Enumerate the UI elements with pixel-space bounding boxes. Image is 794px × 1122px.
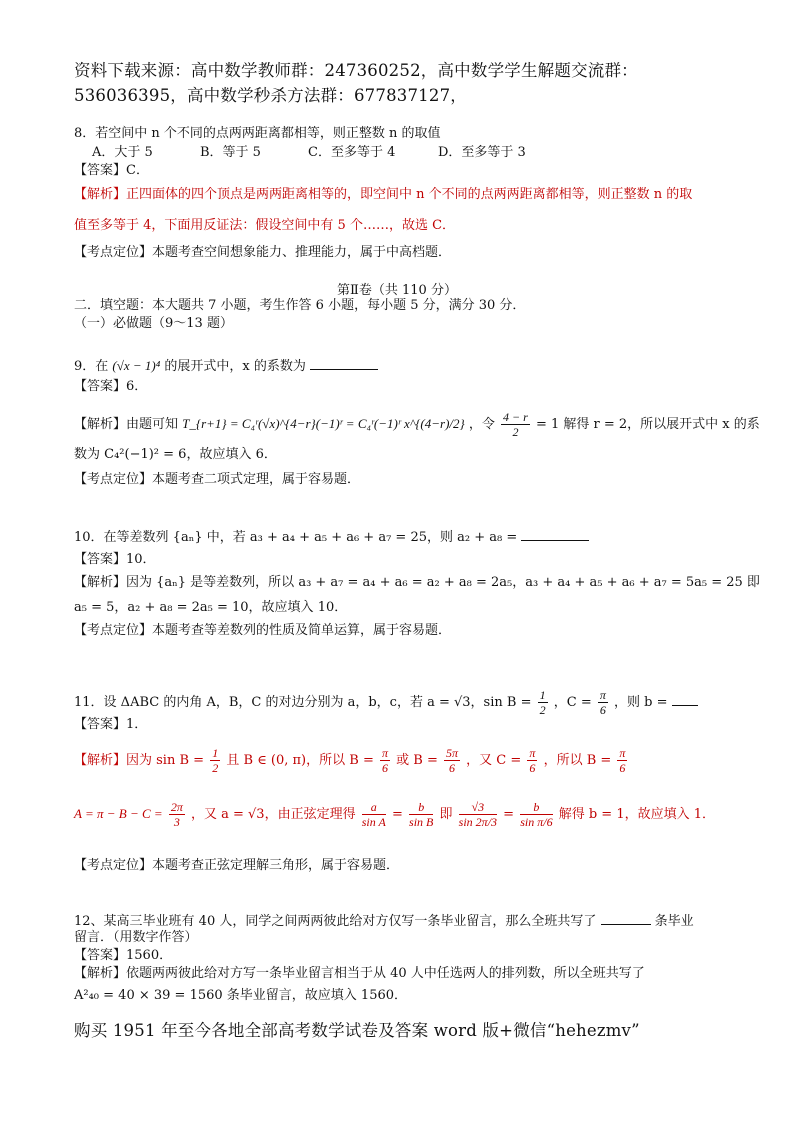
q11-a1-b-pi6 (617, 746, 627, 775)
q11-answer: 【答案】1． (74, 717, 148, 732)
q8-option-b: B．等于 5 (200, 145, 261, 160)
q11-eq-1: = (391, 807, 403, 822)
q11-question-mid: ，C = (553, 695, 592, 710)
q11-a1-half (210, 746, 220, 775)
q11-analysis-1d: ，又 C = (466, 753, 522, 768)
q11-analysis-2b: ，又 a = √3，由正弦定理得 (190, 807, 356, 822)
q11-six-den: 6 (599, 703, 606, 717)
part2-title: 第Ⅱ卷（共 110 分） (337, 283, 457, 298)
q10-analysis-2: a₅ = 5，a₂ + a₈ = 2a₅ = 10，故应填入 10． (74, 600, 348, 615)
q8-answer: 【答案】C． (74, 163, 149, 178)
q9-analysis-mid: ，令 (468, 417, 495, 432)
q11-a2-root3 (459, 800, 497, 829)
q11-answer-blank (672, 693, 698, 706)
q11-a2-b2: b (520, 800, 552, 815)
q12-answer: 【答案】1560． (74, 948, 173, 963)
q11-question-post: ，则 b = (614, 695, 668, 710)
q9-answer: 【答案】6． (74, 379, 148, 394)
q11-a2-sinB: sin B (409, 815, 434, 829)
q10-answer: 【答案】10． (74, 552, 156, 567)
part2-intro: 二．填空题：本大题共 7 小题，考生作答 6 小题，每小题 5 分，满分 30 分． (74, 298, 526, 313)
q11-half-num: 1 (539, 688, 546, 702)
q11-a1-pi6-den: 6 (381, 761, 388, 775)
q12-analysis-2: A²₄₀ = 40 × 39 = 1560 条毕业留言，故应填入 1560． (74, 988, 408, 1003)
q9-general-term: T_{r+1} = C₄ʳ(√x)^{4−r}(−1)ʳ = C₄ʳ(−1)ʳ x^{(4−r)/2} (182, 416, 465, 431)
q11-a2-root3-num: √3 (459, 800, 497, 815)
q11-half (538, 688, 548, 717)
q12-question-1b: 条毕业 (654, 914, 694, 929)
q11-pi-over-6 (598, 688, 608, 717)
q10-question (74, 528, 589, 547)
q10-analysis-1: 【解析】因为 {aₙ} 是等差数列，所以 a₃ + a₇ = a₄ + a₆ = a₂ + a₈ = 2a₅，a₃ + a₄ + a₅ + a₆ + a₇ = 5a₅ = 25 即 (74, 575, 760, 590)
q11-a2-root3-den: sin 2π/3 (458, 815, 498, 829)
q11-a1-c-pi6-num: π (529, 746, 536, 760)
q11-a2-2pi3-num: 2π (170, 800, 183, 814)
q8-analysis-2: 值至多等于 4，下面用反证法：假设空间中有 5 个……，故选 C． (74, 218, 456, 233)
q11-a1-pi6 (380, 746, 390, 775)
q9-analysis-2: 数为 C₄²(−1)² = 6，故应填入 6． (74, 447, 277, 462)
q11-point: 【考点定位】本题考查正弦定理解三角形，属于容易题． (74, 858, 400, 873)
q11-a2-2pi3 (169, 800, 185, 829)
footer-text: 购买 1951 年至今各地全部高考数学试卷及答案 word 版+微信“hehezmv” (74, 1021, 640, 1040)
q11-eq-2: = (503, 807, 515, 822)
q11-a1-c-pi6-den: 6 (529, 761, 536, 775)
q9-analysis-post: = 1 解得 r = 2，所以展开式中 x 的系 (535, 417, 760, 432)
q8-option-a: A．大于 5 (92, 145, 153, 160)
q11-half-den: 2 (539, 703, 546, 717)
q9-analysis-1 (74, 410, 760, 439)
q10-answer-blank (521, 528, 589, 541)
q11-analysis-1b: 且 B ∈ (0, π)，所以 B = (226, 753, 374, 768)
q11-pi-num: π (599, 688, 606, 702)
q11-a1-5pi6 (444, 746, 460, 775)
q11-analysis-1a: 【解析】因为 sin B = (74, 753, 205, 768)
q10-point: 【考点定位】本题考查等差数列的性质及简单运算，属于容易题． (74, 623, 452, 638)
q11-a1-half-den: 2 (212, 761, 219, 775)
q8-point: 【考点定位】本题考查空间想象能力、推理能力，属于中高档题． (74, 245, 452, 260)
q9-answer-blank (310, 357, 378, 370)
q11-question (74, 688, 698, 717)
q9-question-post: 的展开式中，x 的系数为 (164, 359, 306, 374)
q8-question: 8．若空间中 n 个不同的点两两距离都相等，则正整数 n 的取值 (74, 126, 441, 141)
q8-option-d: D．至多等于 3 (438, 145, 526, 160)
q11-a1-b-pi6-num: π (619, 746, 626, 760)
q12-analysis-1: 【解析】依题两两彼此给对方写一条毕业留言相当于从 40 人中任选两人的排列数，所以全班共写了 (74, 966, 645, 981)
q11-a1-b-pi6-den: 6 (619, 761, 626, 775)
q11-analysis-2a: A = π − B − C = (74, 806, 163, 821)
q11-a2-b: b (409, 800, 433, 815)
q9-question (74, 357, 378, 376)
q11-a2-a: a (362, 800, 386, 815)
q11-analysis-2d: 解得 b = 1，故应填入 1． (558, 807, 716, 822)
q9-analysis-pre: 【解析】由题可知 (74, 417, 179, 432)
q11-a2-b-sinpi6 (520, 800, 552, 829)
q11-a2-sinpi6: sin π/6 (520, 815, 553, 829)
q8-option-c: C．至多等于 4 (308, 145, 396, 160)
part2-section: （一）必做题（9～13 题） (74, 316, 233, 331)
header-line-1: 资料下载来源：高中数学教师群：247360252，高中数学学生解题交流群： (74, 61, 638, 80)
q11-a1-pi6-num: π (381, 746, 388, 760)
q9-fraction-den: 2 (512, 425, 519, 439)
q12-answer-blank (601, 912, 651, 925)
q11-analysis-1c: 或 B = (396, 753, 438, 768)
q9-point: 【考点定位】本题考查二项式定理，属于容易题． (74, 472, 361, 487)
q9-fraction-num: 4 − r (503, 410, 528, 424)
q12-question-1-text: 12、某高三毕业班有 40 人，同学之间两两彼此给对方仅写一条毕业留言，那么全班共写了 (74, 914, 597, 929)
q11-a2-2pi3-den: 3 (173, 815, 180, 829)
header-line-2: 536036395，高中数学秒杀方法群：677837127， (74, 86, 467, 105)
q11-analysis-1 (74, 746, 629, 775)
q11-a2-a-sinA (362, 800, 386, 829)
q10-question-text: 10．在等差数列 {aₙ} 中，若 a₃ + a₄ + a₅ + a₆ + a₇ = 25，则 a₂ + a₈ = (74, 530, 518, 545)
q11-a1-c-pi6 (527, 746, 537, 775)
q8-analysis-1: 【解析】正四面体的四个顶点是两两距离相等的，即空间中 n 个不同的点两两距离都相等，则正整数 n 的取 (74, 187, 693, 202)
q11-analysis-1e: ，所以 B = (543, 753, 612, 768)
q11-a2-b-sinB (409, 800, 433, 829)
q11-a1-half-num: 1 (212, 746, 219, 760)
q11-analysis-2 (74, 800, 715, 829)
q9-question-pre: 9．在 (74, 359, 109, 374)
q11-question-pre: 11．设 ΔABC 的内角 A，B，C 的对边分别为 a，b，c，若 a = √3，sin B = (74, 695, 532, 710)
q11-a2-sinA: sin A (361, 815, 386, 829)
q11-analysis-2c: 即 (439, 807, 453, 822)
q11-a1-5pi6-num: 5π (446, 746, 459, 760)
q11-a1-5pi6-den: 6 (449, 761, 455, 775)
q9-fraction (501, 410, 530, 439)
q9-question-expr: (√x − 1)⁴ (112, 358, 161, 373)
q12-question-2: 留言．（用数字作答） (74, 930, 198, 945)
